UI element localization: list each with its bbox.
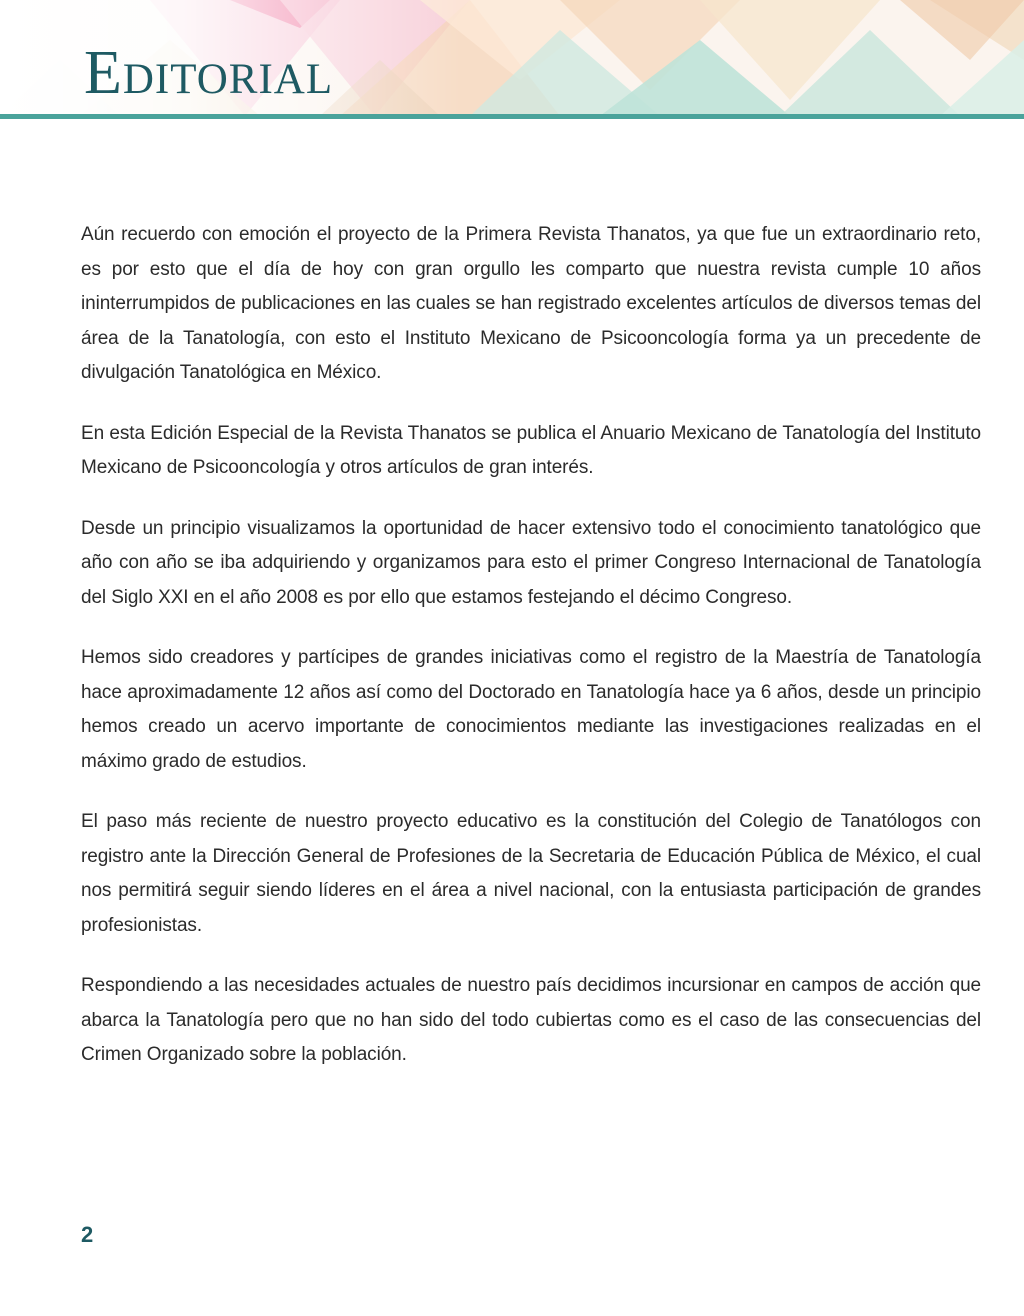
editorial-body xyxy=(81,218,981,1099)
header-divider xyxy=(0,114,1024,119)
paragraph: Desde un principio visualizamos la oportunidad de hacer extensivo todo el conocimiento tanatológico que año con año se iba adquiriendo y organizamos para esto el primer Congreso Internacional de Tanatología del Siglo XXI en el año 2008 es por ello que estamos festejando el décimo Congreso. xyxy=(81,517,981,608)
paragraph: El paso más reciente de nuestro proyecto educativo es la constitución del Colegio de Tanatólogos con registro ante la Dirección General de Profesiones de la Secretaria de Educación Pública de México, el cual nos permitirá seguir siendo líderes en el área a nivel nacional, con la entusiasta participación de grandes profesionistas. xyxy=(81,811,981,936)
page-title: Editorial xyxy=(84,39,334,107)
paragraph: Respondiendo a las necesidades actuales de nuestro país decidimos incursionar en campos de acción que abarca la Tanatología pero que no han sido del todo cubiertas como es el caso de las consecuencias del Crimen Organizado sobre la población. xyxy=(81,975,981,1065)
paragraph: Hemos sido creadores y partícipes de grandes iniciativas como el registro de la Maestría de Tanatología hace aproximadamente 12 años así como del Doctorado en Tanatología hace ya 6 años, desde un principio hemos creado un acervo importante de conocimientos mediante las investigaciones realizadas en el máximo grado de estudios. xyxy=(81,647,981,772)
paragraph: Aún recuerdo con emoción el proyecto de la Primera Revista Thanatos, ya que fue un extraordinario reto, es por esto que el día de hoy con gran orgullo les comparto que nuestra revista cumple 10 años ininterrumpidos de publicaciones en las cuales se han registrado excelentes artículos de diversos temas del área de la Tanatología, con esto el Instituto Mexicano de Psicooncología forma ya un precedente de divulgación Tanatológica en México. xyxy=(81,224,981,383)
paragraph: En esta Edición Especial de la Revista Thanatos se publica el Anuario Mexicano de Tanatología del Instituto Mexicano de Psicooncología y otros artículos de gran interés. xyxy=(81,422,981,478)
page-number: 2 xyxy=(81,1222,94,1247)
